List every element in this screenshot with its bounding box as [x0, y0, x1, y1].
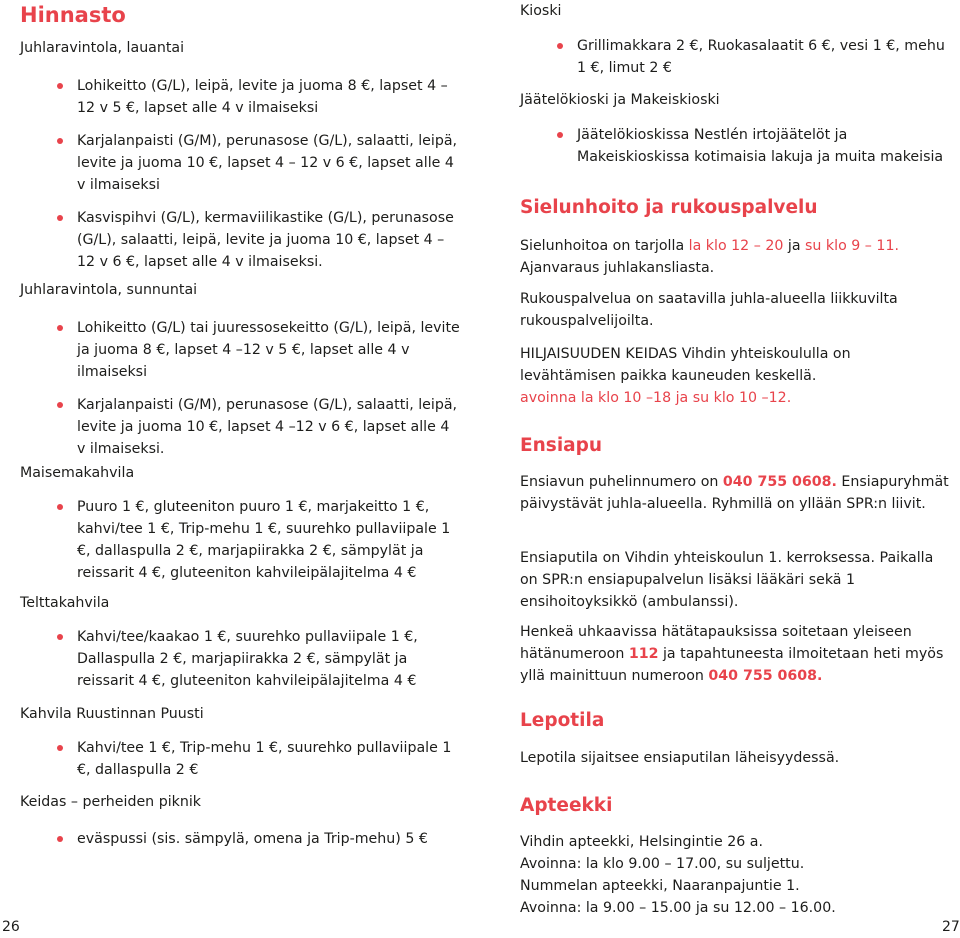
bullet-icon — [557, 132, 563, 138]
section-label-kioski: Kioski — [520, 3, 562, 19]
bullet-icon — [57, 138, 63, 144]
heading-sielunhoito: Sielunhoito ja rukouspalvelu — [520, 197, 818, 218]
section-label-kahvila-ruustinnan-puusti: Kahvila Ruustinnan Puusti — [20, 706, 204, 722]
section-label-telttakahvila: Telttakahvila — [20, 595, 110, 611]
section-label-keidas-piknik: Keidas – perheiden piknik — [20, 794, 202, 810]
bullet-icon — [57, 215, 63, 221]
kioski-list — [520, 35, 950, 90]
heading-apteekki: Apteekki — [520, 795, 613, 816]
sielunhoito-paragraph-1: Sielunhoitoa on tarjolla la klo 12 – 20 ja su klo 9 – 11. Ajanvaraus juhlakansliasta. — [520, 238, 899, 276]
list-item: Kahvi/tee 1 €, Trip-mehu 1 €, suurehko pullaviipale 1 €, dallaspulla 2 € — [20, 737, 460, 781]
section-label-juhlaravintola-sunnuntai: Juhlaravintola, sunnuntai — [20, 282, 198, 298]
list-item: Puuro 1 €, gluteeniton puuro 1 €, marjakeitto 1 €, kahvi/tee 1 €, Trip-mehu 1 €, suurehko pullaviipale 1 €, dallaspulla 2 €, marjapiirakka 2 €, sämpylät ja reissarit 4 €, gluteeniton kahvileipälajitelma 4 € — [20, 496, 460, 584]
sielunhoito-paragraph-2: Rukouspalvelua on saatavilla juhla-alueella liikkuvilta rukouspalvelijoilta. — [520, 291, 898, 329]
ensiapu-paragraph-2: Ensiaputila on Vihdin yhteiskoulun 1. kerroksessa. Paikalla on SPR:n ensiapupalvelun lisäksi lääkäri sekä 1 ensihoitoyksikkö (ambulanssi). — [520, 550, 934, 610]
ensiapu-paragraph-3: Henkeä uhkaavissa hätätapauksissa soitetaan yleiseen hätänumeroon 112 ja tapahtuneesta ilmoitetaan heti myös yllä mainittuun numeroon 040 755 0608. — [520, 624, 944, 684]
list-item: Grillimakkara 2 €, Ruokasalaatit 6 €, vesi 1 €, mehu 1 €, limut 2 € — [520, 35, 950, 79]
telttakahvila-list — [20, 626, 460, 703]
bullet-icon — [57, 634, 63, 640]
apteekki-details: Vihdin apteekki, Helsingintie 26 a. Avoinna: la klo 9.00 – 17.00, su suljettu. Nummelan apteekki, Naaranpajuntie 1. Avoinna: la 9.00 – 15.00 ja su 12.00 – 16.00. — [520, 834, 836, 916]
kahvila-ruustinnan-puusti-list — [20, 737, 460, 792]
heading-ensiapu: Ensiapu — [520, 435, 603, 456]
list-item: Lohikeitto (G/L), leipä, levite ja juoma 8 €, lapset 4 –12 v 5 €, lapset alle 4 v ilmaiseksi — [20, 75, 460, 119]
bullet-icon — [57, 402, 63, 408]
bullet-icon — [57, 504, 63, 510]
bullet-icon — [57, 325, 63, 331]
bullet-icon — [57, 83, 63, 89]
section-label-maisemakahvila: Maisemakahvila — [20, 465, 135, 481]
lepotila-paragraph: Lepotila sijaitsee ensiaputilan läheisyydessä. — [520, 750, 840, 766]
heading-lepotila: Lepotila — [520, 710, 605, 731]
list-item: Kahvi/tee/kaakao 1 €, suurehko pullaviipale 1 €, Dallaspulla 2 €, marjapiirakka 2 €, sämpylät ja reissarit 4 €, gluteeniton kahvileipälajitelma 4 € — [20, 626, 460, 692]
list-item: Kasvispihvi (G/L), kermaviilikastike (G/L), perunasose (G/L), salaatti, leipä, levite ja juoma 10 €, lapset 4 –12 v 6 €, lapset alle 4 v ilmaiseksi. — [20, 207, 460, 273]
list-item: Jäätelökioskissa Nestlén irtojäätelöt ja Makeiskioskissa kotimaisia lakuja ja muita makeisia — [520, 124, 950, 168]
keidas-piknik-list — [20, 828, 460, 861]
juhlaravintola-lauantai-list — [20, 75, 460, 284]
bullet-icon — [57, 836, 63, 842]
jaatelokioski-list — [520, 124, 950, 179]
page-title: Hinnasto — [20, 3, 126, 27]
list-item: Lohikeitto (G/L) tai juuressosekeitto (G/L), leipä, levite ja juoma 8 €, lapset 4 –12 v 5 €, lapset alle 4 v ilmaiseksi — [20, 317, 460, 383]
bullet-icon — [557, 43, 563, 49]
juhlaravintola-sunnuntai-list — [20, 317, 460, 471]
section-label-juhlaravintola-lauantai: Juhlaravintola, lauantai — [20, 40, 185, 56]
list-item: eväspussi (sis. sämpylä, omena ja Trip-mehu) 5 € — [20, 828, 460, 850]
list-item: Karjalanpaisti (G/M), perunasose (G/L), salaatti, leipä, levite ja juoma 10 €, lapset 4 –12 v 6 €, lapset alle 4 v ilmaiseksi. — [20, 394, 460, 460]
sielunhoito-paragraph-3: HILJAISUUDEN KEIDAS Vihdin yhteiskoululla on levähtämisen paikka kauneuden keskellä. avoinna la klo 10 –18 ja su klo 10 –12. — [520, 346, 851, 406]
section-label-jaatelokioski: Jäätelökioski ja Makeiskioski — [520, 92, 720, 108]
maisemakahvila-list — [20, 496, 460, 595]
ensiapu-paragraph-1: Ensiavun puhelinnumero on 040 755 0608. Ensiapuryhmät päivystävät juhla-alueella. Ryhmillä on yllään SPR:n liivit. — [520, 474, 949, 512]
bullet-icon — [57, 745, 63, 751]
list-item: Karjalanpaisti (G/M), perunasose (G/L), salaatti, leipä, levite ja juoma 10 €, lapset 4 – 12 v 6 €, lapset alle 4 v ilmaiseksi — [20, 130, 460, 196]
page-number-left: 26 — [2, 919, 20, 935]
page-number-right: 27 — [942, 919, 960, 935]
